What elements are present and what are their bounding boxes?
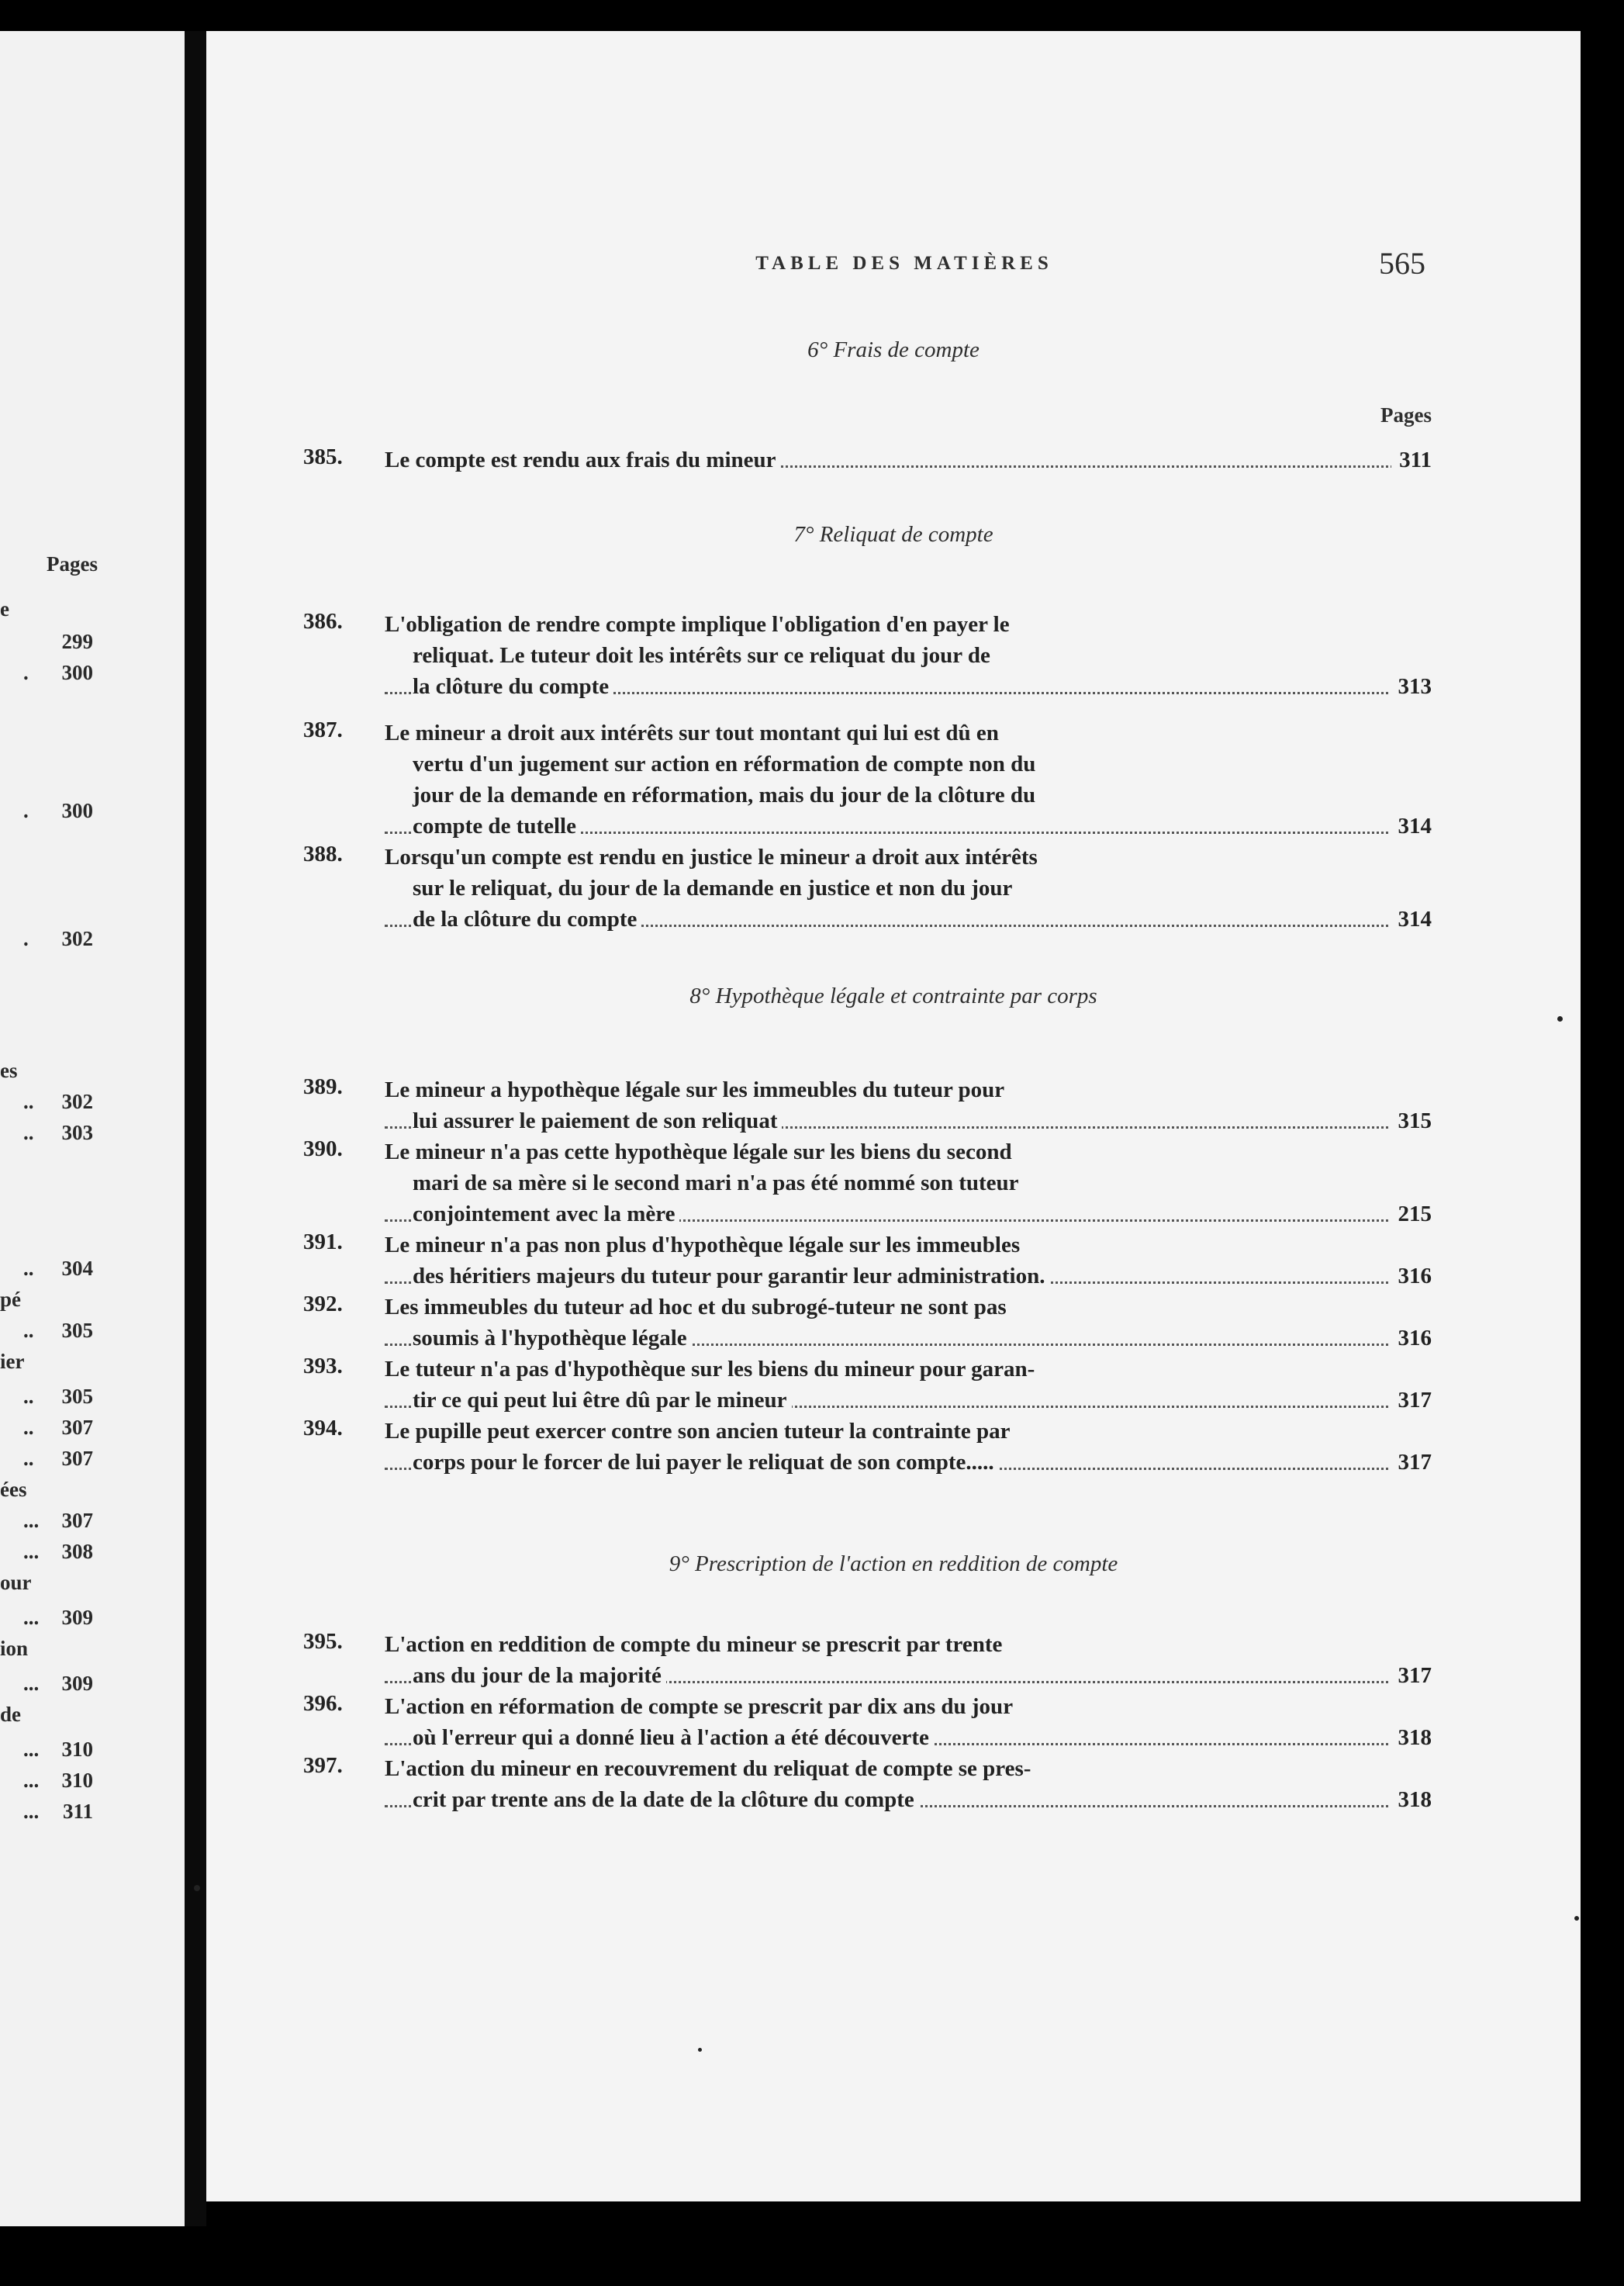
- left-page-text: ier: [0, 1350, 25, 1373]
- left-page-number: 300: [61, 661, 93, 684]
- entry-page-number: 318: [1391, 1722, 1432, 1753]
- entry-page-number: 315: [1391, 1105, 1432, 1136]
- entry-text: conjointement avec la mère: [413, 1202, 679, 1226]
- entry-text: Le tuteur n'a pas d'hypothèque sur les biens du mineur pour garan-: [385, 1357, 1035, 1382]
- left-page-text: ...: [23, 1769, 40, 1792]
- left-page-text: .: [23, 661, 29, 684]
- entry-body: [385, 842, 1432, 935]
- left-page-number: 307: [61, 1509, 93, 1532]
- right-page: [206, 31, 1581, 2201]
- entry-text: des héritiers majeurs du tuteur pour garantir leur administration.: [413, 1264, 1049, 1288]
- left-page-number: 307: [61, 1447, 93, 1470]
- entry-line: [385, 609, 1432, 640]
- left-page-number: 309: [61, 1672, 93, 1695]
- entry-line: [385, 904, 1432, 935]
- entry-line: [385, 640, 1432, 671]
- entry-body: [385, 718, 1432, 842]
- entry-number: 397.: [303, 1753, 343, 1778]
- entry-text: Le mineur a droit aux intérêts sur tout montant qui lui est dû en: [385, 721, 999, 745]
- entry-text: L'action en reddition de compte du mineur se prescrit par trente: [385, 1632, 1003, 1657]
- entry-number: 386.: [303, 609, 343, 634]
- entry-line: [385, 780, 1432, 811]
- entry-page-number: 311: [1391, 444, 1432, 476]
- entry-line: [385, 842, 1432, 873]
- entry-number: 387.: [303, 718, 343, 742]
- entry-line: [385, 1229, 1432, 1261]
- entry-text: Le compte est rendu aux frais du mineur: [385, 448, 781, 472]
- entry-line: [385, 1167, 1432, 1198]
- section-title: 9° Prescription de l'action en reddition de compte: [669, 1551, 1118, 1576]
- entry-body: [385, 1136, 1432, 1229]
- left-page-text: Pages: [47, 552, 98, 576]
- entry-text: crit par trente ans de la date de la clôture du compte: [413, 1787, 919, 1812]
- entry-body: [385, 1753, 1432, 1815]
- left-page-number: 303: [61, 1121, 93, 1144]
- entry-text: L'obligation de rendre compte implique l'obligation d'en payer le: [385, 612, 1010, 637]
- entry-text: soumis à l'hypothèque légale: [413, 1326, 692, 1351]
- left-page-text: ...: [23, 1540, 40, 1563]
- entry-body: [385, 1629, 1432, 1691]
- entry-text: compte de tutelle: [413, 814, 581, 839]
- left-page-text: ...: [23, 1800, 40, 1823]
- left-page-text: our: [0, 1571, 32, 1594]
- entry-text: mari de sa mère si le second mari n'a pas été nommé son tuteur: [413, 1171, 1019, 1195]
- entry-page-number: 317: [1391, 1447, 1432, 1478]
- left-page-text: ...: [23, 1738, 40, 1761]
- left-page-text: ...: [23, 1509, 40, 1532]
- entry-line: [385, 1691, 1432, 1722]
- entry-page-number: 317: [1391, 1660, 1432, 1691]
- entry-text: Lorsqu'un compte est rendu en justice le mineur a droit aux intérêts: [385, 845, 1038, 870]
- entry-line: [385, 1629, 1432, 1660]
- entry-line: [385, 1753, 1432, 1784]
- entry-text: L'action du mineur en recouvrement du reliquat de compte se pres-: [385, 1756, 1031, 1781]
- entry-page-number: 318: [1391, 1784, 1432, 1815]
- left-page-text: pé: [0, 1288, 21, 1311]
- left-page-text: .: [23, 927, 29, 950]
- left-page-number: 311: [62, 1800, 93, 1823]
- entry-line: [385, 444, 1432, 476]
- entry-text: Le mineur n'a pas non plus d'hypothèque légale sur les immeubles: [385, 1233, 1021, 1257]
- entry-text: jour de la demande en réformation, mais du jour de la clôture du: [413, 783, 1036, 808]
- entry-page-number: 316: [1391, 1323, 1432, 1354]
- entry-number: 394.: [303, 1416, 343, 1440]
- entry-page-number: 314: [1391, 904, 1432, 935]
- entry-line: [385, 1447, 1432, 1478]
- pages-column-label: Pages: [1380, 403, 1432, 427]
- entry-text: tir ce qui peut lui être dû par le mineur: [413, 1388, 792, 1413]
- entry-page-number: 313: [1391, 671, 1432, 702]
- entry-text: la clôture du compte: [413, 674, 613, 699]
- left-page-number: 300: [61, 799, 93, 822]
- entry-number: 389.: [303, 1074, 343, 1099]
- entry-line: [385, 1261, 1432, 1292]
- entry-line: [385, 811, 1432, 842]
- left-page-text: ...: [23, 1672, 40, 1695]
- entry-page-number: 316: [1391, 1261, 1432, 1292]
- entry-line: [385, 873, 1432, 904]
- entry-text: corps pour le forcer de lui payer le reliquat de son compte.....: [413, 1450, 999, 1475]
- header-page-number: 565: [1379, 246, 1425, 281]
- entry-body: [385, 1354, 1432, 1416]
- scan-speck: [194, 1885, 200, 1891]
- left-page-number: 310: [61, 1769, 93, 1792]
- entry-line: [385, 1722, 1432, 1753]
- entry-line: [385, 1105, 1432, 1136]
- entry-text: Le pupille peut exercer contre son ancien tuteur la contrainte par: [385, 1419, 1011, 1444]
- left-page-text: es: [0, 1059, 18, 1082]
- entry-line: [385, 1074, 1432, 1105]
- entry-body: [385, 609, 1432, 702]
- left-page-number: 309: [61, 1606, 93, 1629]
- left-page-number: 307: [61, 1416, 93, 1439]
- left-page-text: ion: [0, 1637, 29, 1660]
- running-header: [206, 246, 1581, 281]
- entry-number: 392.: [303, 1292, 343, 1316]
- left-page-number: 302: [61, 1090, 93, 1113]
- left-page-number: 304: [61, 1257, 93, 1280]
- entry-body: [385, 1416, 1432, 1478]
- left-page-text: ..: [23, 1447, 34, 1470]
- entry-body: [385, 444, 1432, 476]
- entry-body: [385, 1074, 1432, 1136]
- entry-line: [385, 1660, 1432, 1691]
- entry-page-number: 314: [1391, 811, 1432, 842]
- entry-line: [385, 749, 1432, 780]
- entry-body: [385, 1691, 1432, 1753]
- left-page-number: 299: [61, 630, 93, 653]
- left-page-text: e: [0, 597, 9, 621]
- left-page-text: ...: [23, 1606, 40, 1629]
- entry-text: Le mineur n'a pas cette hypothèque légale sur les biens du second: [385, 1140, 1012, 1164]
- entry-line: [385, 1416, 1432, 1447]
- left-page-text: ..: [23, 1090, 34, 1113]
- header-title: TABLE DES MATIÈRES: [755, 253, 1053, 274]
- entry-line: [385, 1354, 1432, 1385]
- left-page-text: .: [23, 799, 29, 822]
- left-page-text: ..: [23, 1385, 34, 1408]
- entry-number: 385.: [303, 444, 343, 469]
- entry-number: 388.: [303, 842, 343, 866]
- entry-line: [385, 1784, 1432, 1815]
- entry-text: ans du jour de la majorité: [413, 1663, 666, 1688]
- entry-text: reliquat. Le tuteur doit les intérêts sur ce reliquat du jour de: [413, 643, 990, 668]
- book-gutter: [185, 31, 206, 2226]
- entry-number: 395.: [303, 1629, 343, 1654]
- entry-line: [385, 1385, 1432, 1416]
- entry-number: 390.: [303, 1136, 343, 1161]
- entry-text: Le mineur a hypothèque légale sur les immeubles du tuteur pour: [385, 1077, 1005, 1102]
- entry-body: [385, 1229, 1432, 1292]
- entry-line: [385, 1136, 1432, 1167]
- entry-text: de la clôture du compte: [413, 907, 641, 932]
- left-page-number: 310: [61, 1738, 93, 1761]
- left-page-text: ..: [23, 1319, 34, 1342]
- section-title: 8° Hypothèque légale et contrainte par corps: [689, 984, 1097, 1008]
- entry-line: [385, 718, 1432, 749]
- entry-line: [385, 671, 1432, 702]
- scan-speck: [1557, 1016, 1563, 1022]
- entry-body: [385, 1292, 1432, 1354]
- entry-text: lui assurer le paiement de son reliquat: [413, 1108, 782, 1133]
- entry-number: 391.: [303, 1229, 343, 1254]
- entry-page-number: 215: [1391, 1198, 1432, 1229]
- entry-text: vertu d'un jugement sur action en réformation de compte non du: [413, 752, 1036, 776]
- entry-line: [385, 1198, 1432, 1229]
- entry-text: sur le reliquat, du jour de la demande en justice et non du jour: [413, 876, 1013, 901]
- section-title: 6° Frais de compte: [807, 337, 980, 362]
- left-page-number: 302: [61, 927, 93, 950]
- entry-page-number: 317: [1391, 1385, 1432, 1416]
- left-page-number: 305: [61, 1385, 93, 1408]
- scan-speck: [698, 2048, 702, 2052]
- entry-number: 393.: [303, 1354, 343, 1378]
- entry-text: L'action en réformation de compte se prescrit par dix ans du jour: [385, 1694, 1014, 1719]
- left-page-fragment: [0, 31, 185, 2226]
- left-page-number: 305: [61, 1319, 93, 1342]
- left-page-text: ..: [23, 1121, 34, 1144]
- section-title: 7° Reliquat de compte: [793, 522, 993, 547]
- scan-speck: [1574, 1916, 1579, 1921]
- left-page-text: ..: [23, 1416, 34, 1439]
- entry-text: où l'erreur qui a donné lieu à l'action a été découverte: [413, 1725, 934, 1750]
- entry-line: [385, 1292, 1432, 1323]
- entry-line: [385, 1323, 1432, 1354]
- left-page-text: de: [0, 1703, 21, 1726]
- left-page-text: ..: [23, 1257, 34, 1280]
- left-page-text: ées: [0, 1478, 27, 1501]
- left-page-number: 308: [61, 1540, 93, 1563]
- entry-number: 396.: [303, 1691, 343, 1716]
- entry-text: Les immeubles du tuteur ad hoc et du subrogé-tuteur ne sont pas: [385, 1295, 1007, 1319]
